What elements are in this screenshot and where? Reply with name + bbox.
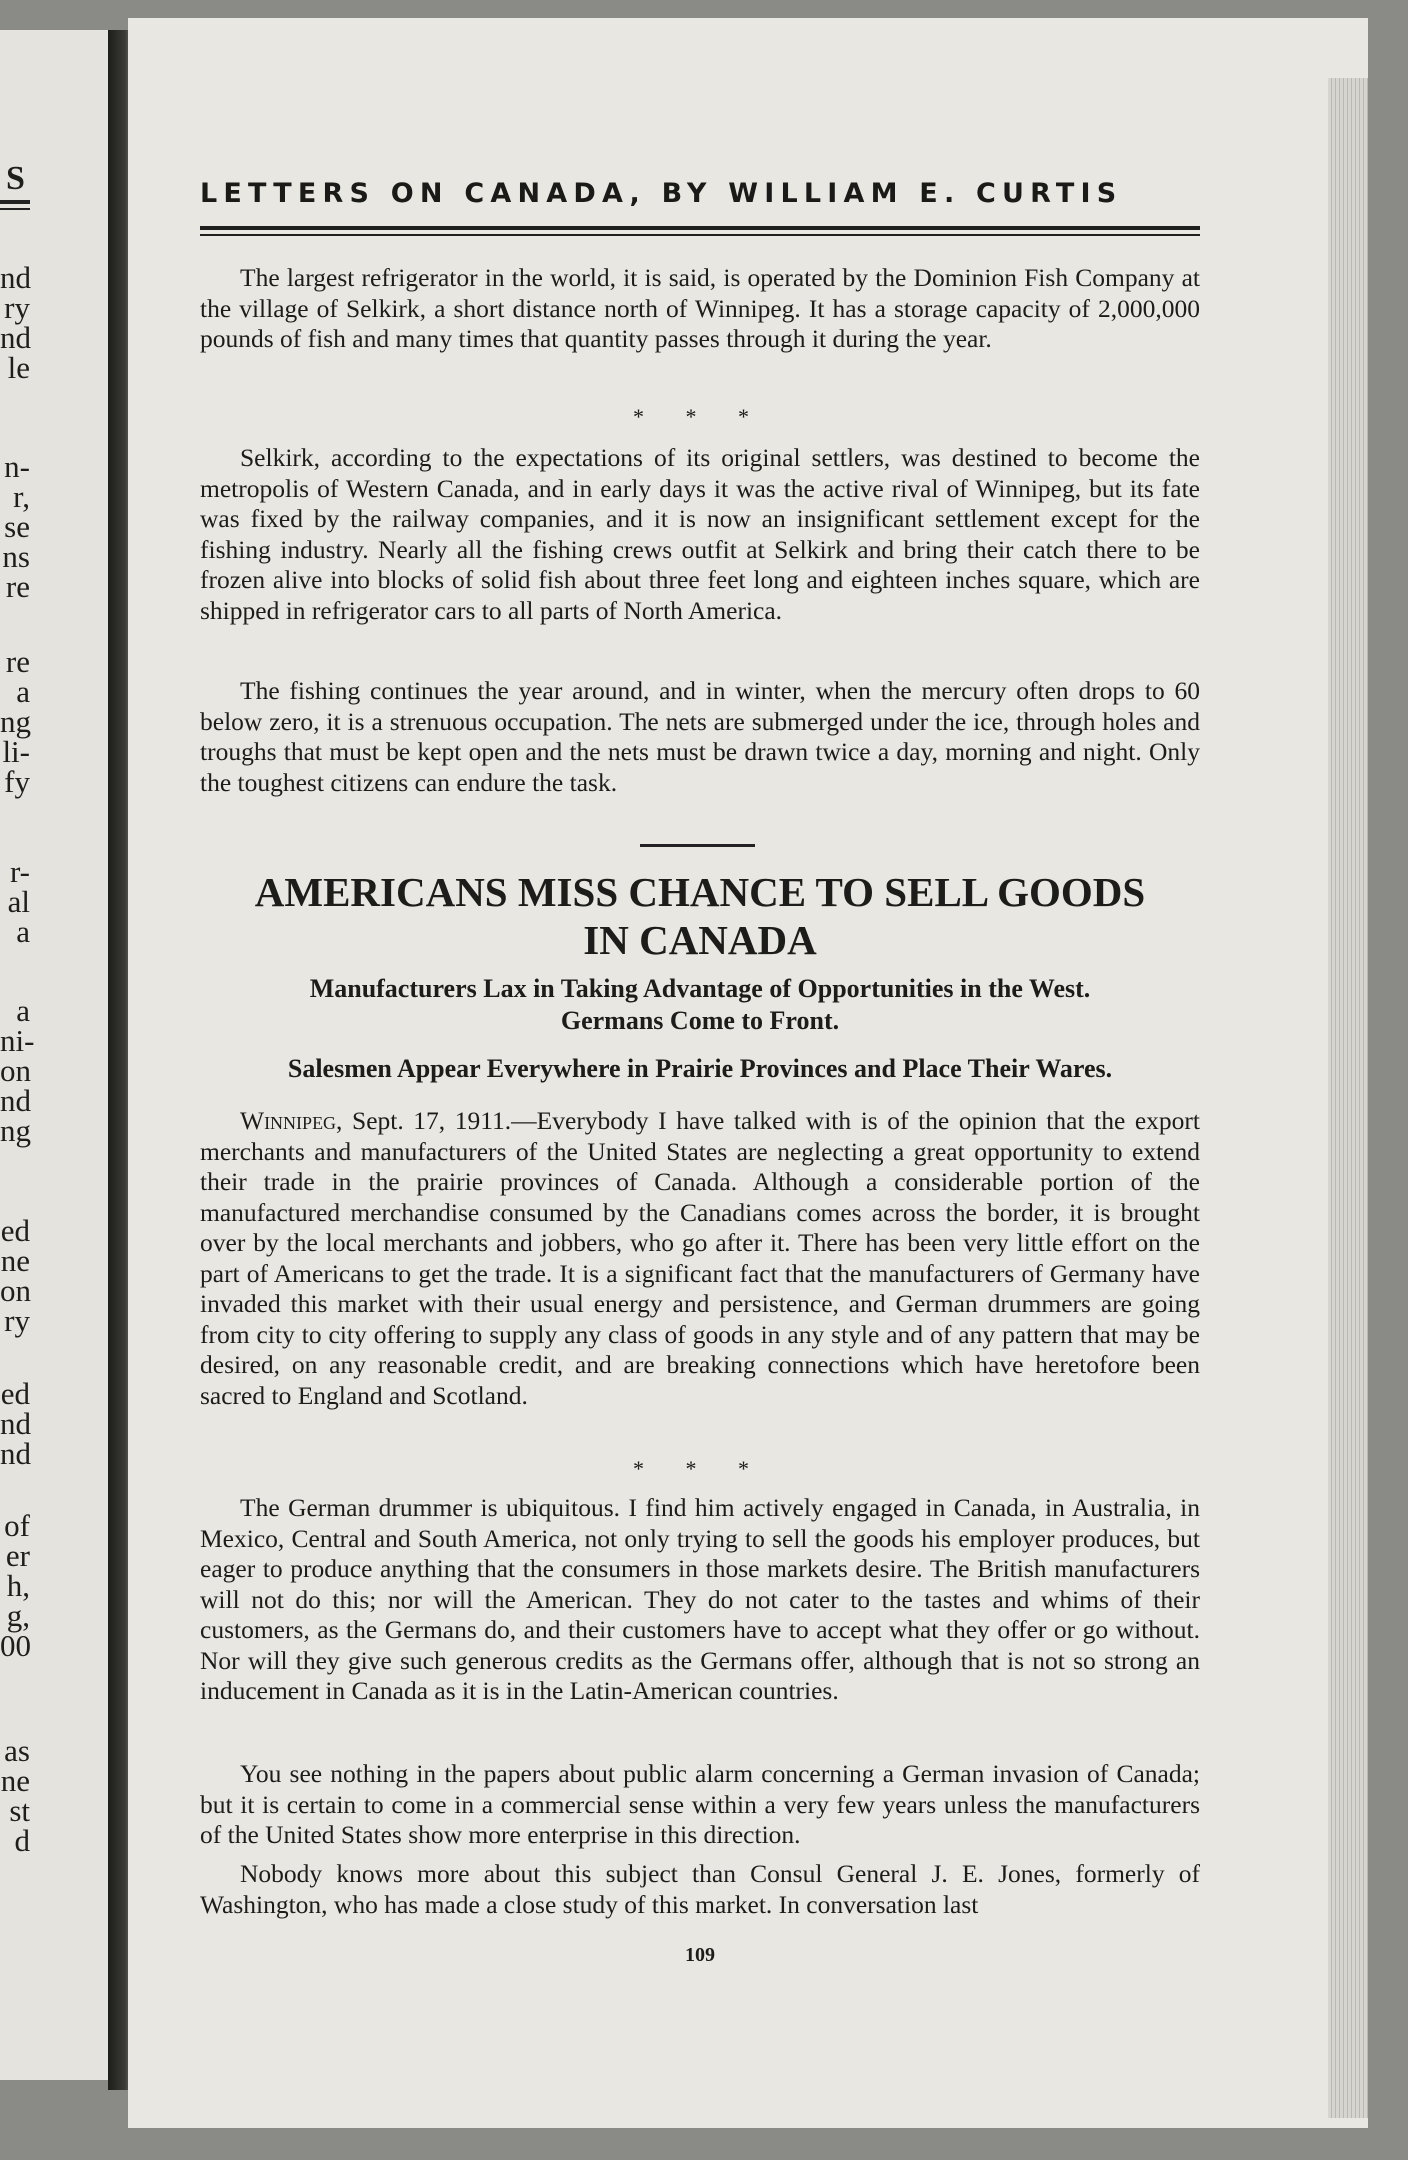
facing-page-line-fragment: on	[0, 1273, 31, 1308]
facing-page-line-fragment: re	[5, 644, 30, 679]
running-head: LETTERS ON CANADA, BY WILLIAM E. CURTIS	[200, 178, 1123, 209]
header-rule-thin	[200, 234, 1200, 236]
facing-page-line-fragment: a	[16, 914, 30, 949]
facing-page-rule-thin	[0, 208, 30, 210]
article-subhead-1-line-2: Germans Come to Front.	[560, 1006, 840, 1035]
facing-page-line-fragment: d	[14, 1823, 30, 1858]
facing-page-line-fragment: al	[7, 884, 30, 919]
book-page	[128, 18, 1368, 2128]
article-paragraph-1-text: Sept. 17, 1911.—Everybody I have talked with is of the opinion that the export merchants and manufacturers of the United States are neglecting a great opportunity to extend their trade in the prairie provinces of Canada. Although a considerable portion of the manufactured merchandise consumed by the Canadians comes across the border, it is brought over by the local merchants and jobbers, who go after it. There has been very little effort on the part of Americans to get the trade. It is a significant fact that the manufacturers of Germany have invaded this market with their usual energy and persistence, and German drummers are going from city to city offering to supply any class of goods in any style and of any pattern that may be desired, on any reasonable credit, and are breaking connections which have heretofore been sacred to England and Scotland.	[200, 1106, 1200, 1410]
facing-page-fragment	[0, 30, 111, 2080]
intro-paragraph-2: Selkirk, according to the expectations of its original settlers, was destined to become the metropolis of Western Canada, and in early days it was the active rival of Winnipeg, but its fate was fixed by the railway companies, and it is now an insignificant settlement except for the fishing industry. Nearly all the fishing crews outfit at Selkirk and bring their catch there to be frozen alive into blocks of solid fish about three feet long and eighteen inches square, which are shipped in refrigerator cars to all parts of North America.	[200, 443, 1200, 625]
facing-page-line-fragment: r-	[9, 854, 30, 889]
facing-page-line-fragment: of	[4, 1508, 30, 1543]
facing-page-header-fragment: S	[6, 160, 27, 197]
facing-page-line-fragment: ry	[4, 1303, 30, 1338]
article-paragraph-1	[200, 1106, 1200, 1411]
facing-page-line-fragment: ng	[0, 1113, 31, 1148]
facing-page-line-fragment: ng	[0, 704, 31, 739]
intro-paragraph-1: The largest refrigerator in the world, it is said, is operated by the Dominion Fish Company at the village of Selkirk, a short distance north of Winnipeg. It has a storage capacity of 2,000,000 pounds of fish and many times that quantity passes through it during the year.	[200, 263, 1200, 353]
section-separator-2: * * *	[633, 1456, 767, 1481]
facing-page-line-fragment: ry	[4, 290, 30, 325]
page-edges	[1328, 78, 1368, 2118]
facing-page-line-fragment: a	[16, 993, 30, 1028]
article-paragraph-4: Nobody knows more about this subject than Consul General J. E. Jones, formerly of Washington, who has made a close study of this market. In conversation last	[200, 1859, 1200, 1919]
facing-page-line-fragment: nd	[0, 1436, 31, 1471]
facing-page-line-fragment: a	[16, 674, 30, 709]
facing-page-line-fragment: ed	[0, 1376, 30, 1411]
article-title	[200, 868, 1200, 964]
facing-page-line-fragment: 00	[0, 1628, 31, 1663]
facing-page-line-fragment: nd	[0, 1406, 31, 1441]
facing-page-line-fragment: le	[7, 350, 30, 385]
facing-page-line-fragment: nd	[0, 320, 31, 355]
facing-page-line-fragment: ne	[0, 1243, 30, 1278]
section-separator: * * *	[633, 404, 767, 429]
facing-page-line-fragment: se	[4, 509, 30, 544]
facing-page-line-fragment: ni-	[0, 1023, 35, 1058]
facing-page-line-fragment: re	[5, 569, 30, 604]
facing-page-line-fragment: er	[5, 1538, 30, 1573]
article-dateline: Winnipeg,	[240, 1106, 343, 1135]
facing-page-line-fragment: ne	[0, 1763, 30, 1798]
article-subhead-1-line-1: Manufacturers Lax in Taking Advantage of Opportunities in the West.	[309, 974, 1091, 1003]
facing-page-line-fragment: st	[9, 1793, 30, 1828]
article-subhead-1	[200, 973, 1200, 1037]
article-paragraph-2: The German drummer is ubiquitous. I find him actively engaged in Canada, in Australia, in Mexico, Central and South America, not only trying to sell the goods his employer produces, but eager to produce anything that the consumers in those markets desire. The British manufacturers will not do this; nor will the American. They do not cater to the tastes and whims of their customers, as the Germans do, and their customers have to accept what they offer or go without. Nor will they give such generous credits as the Germans offer, although that is not so strong an inducement in Canada as it is in the Latin-American countries.	[200, 1493, 1200, 1705]
facing-page-line-fragment: h,	[6, 1568, 30, 1603]
facing-page-line-fragment: g,	[6, 1598, 30, 1633]
facing-page-line-fragment: fy	[4, 764, 30, 799]
article-subhead-2: Salesmen Appear Everywhere in Prairie Provinces and Place Their Wares.	[287, 1054, 1113, 1083]
article-title-line-1: AMERICANS MISS CHANCE TO SELL GOODS	[254, 869, 1146, 915]
facing-page-line-fragment: as	[4, 1733, 30, 1768]
intro-paragraph-3: The fishing continues the year around, and in winter, when the mercury often drops to 60 below zero, it is a strenuous occupation. The nets are submerged under the ice, through holes and troughs that must be kept open and the nets must be drawn twice a day, morning and night. Only the toughest citizens can endure the task.	[200, 676, 1200, 797]
page-number: 109	[685, 1944, 715, 1966]
facing-page-rule	[0, 200, 30, 204]
facing-page-line-fragment: ns	[2, 539, 30, 574]
article-paragraph-3: You see nothing in the papers about public alarm concerning a German invasion of Canada; but it is certain to come in a commercial sense within a very few years unless the manufacturers of the United States show more enterprise in this direction.	[200, 1759, 1200, 1849]
facing-page-line-fragment: nd	[0, 260, 31, 295]
facing-page-line-fragment: ed	[0, 1213, 30, 1248]
facing-page-line-fragment: n-	[4, 449, 30, 484]
article-divider-rule	[640, 844, 755, 847]
facing-page-line-fragment: li-	[2, 734, 30, 769]
facing-page-line-fragment: nd	[0, 1083, 31, 1118]
article-title-line-2: IN CANADA	[583, 917, 817, 963]
facing-page-line-fragment: on	[0, 1053, 31, 1088]
header-rule-thick	[200, 226, 1200, 230]
facing-page-line-fragment: r,	[13, 479, 30, 514]
